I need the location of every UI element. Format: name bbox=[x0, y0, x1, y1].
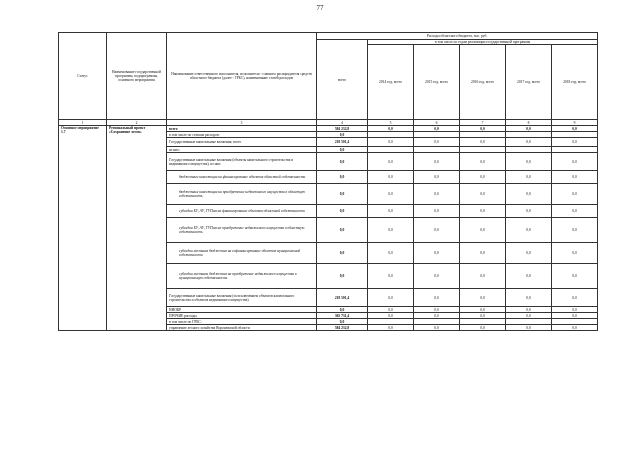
row-total: 584 232,8 bbox=[317, 325, 368, 331]
header-total: всего bbox=[317, 40, 368, 120]
row-year-value: 0,0 bbox=[414, 126, 460, 132]
header-status: Статус bbox=[59, 33, 107, 120]
row-year-value: 0,0 bbox=[506, 218, 552, 243]
column-number: 5 bbox=[368, 120, 414, 126]
row-total: 584 232,8 bbox=[317, 126, 368, 132]
row-label: субсидии БУ, АУ, ГУПам на финансирование объектов областной собственности bbox=[167, 205, 317, 218]
row-label: Государственные капитальные вложения (объекты капитального строительства и недвижимого имущества), из них: bbox=[167, 153, 317, 171]
row-total: 0,0 bbox=[317, 205, 368, 218]
row-label: из них: bbox=[167, 147, 317, 153]
header-year: 2018 год, всего bbox=[552, 45, 598, 120]
row-year-value: 0,0 bbox=[552, 184, 598, 205]
row-year-value: 0,0 bbox=[552, 264, 598, 289]
row-year-value: 0,0 bbox=[460, 184, 506, 205]
column-number: 3 bbox=[167, 120, 317, 126]
header-expenses: Расходы областного бюджета, тыс. руб. bbox=[317, 33, 598, 40]
row-year-value: 0,0 bbox=[368, 325, 414, 331]
row-year-value: 0,0 bbox=[414, 138, 460, 147]
row-year-value: 0,0 bbox=[552, 153, 598, 171]
row-year-value: 0,0 bbox=[368, 307, 414, 313]
row-year-value: 0,0 bbox=[368, 205, 414, 218]
row-year-value: 0,0 bbox=[552, 325, 598, 331]
row-year-value: 0,0 bbox=[552, 218, 598, 243]
header-year: 2014 год, всего bbox=[368, 45, 414, 120]
row-year-value: 0,0 bbox=[368, 243, 414, 264]
row-total: 0,0 bbox=[317, 319, 368, 325]
page-number: 77 bbox=[316, 4, 324, 12]
row-year-value: 0,0 bbox=[414, 218, 460, 243]
row-year-value: 0,0 bbox=[506, 325, 552, 331]
row-year-value: 0,0 bbox=[460, 243, 506, 264]
row-year-value: 0,0 bbox=[506, 153, 552, 171]
row-label: в том числе по статьям расходов: bbox=[167, 132, 317, 138]
row-total: 0,0 bbox=[317, 264, 368, 289]
row-year-value: 0,0 bbox=[552, 171, 598, 184]
row-year-value: 0,0 bbox=[552, 138, 598, 147]
row-year-value: 0,0 bbox=[368, 138, 414, 147]
program-cell: Региональный проект «Сохранение лесов» bbox=[107, 126, 167, 331]
row-year-value: 0,0 bbox=[506, 264, 552, 289]
row-year-value: 0,0 bbox=[368, 171, 414, 184]
row-year-value: 0,0 bbox=[460, 307, 506, 313]
row-label: НИОКР bbox=[167, 307, 317, 313]
row-label: субсидии БУ, АУ, ГУПам на приобретение недвижимого имущества в областную собственность bbox=[167, 218, 317, 243]
header-year: 2015 год, всего bbox=[414, 45, 460, 120]
column-number: 7 bbox=[460, 120, 506, 126]
row-year-value: 0,0 bbox=[368, 126, 414, 132]
row-year-value: 0,0 bbox=[368, 313, 414, 319]
row-year-value: 0,0 bbox=[506, 126, 552, 132]
column-number: 2 bbox=[107, 120, 167, 126]
row-total: 218 501,4 bbox=[317, 289, 368, 307]
row-year-value: 0,0 bbox=[552, 313, 598, 319]
row-year-value: 0,0 bbox=[414, 184, 460, 205]
row-total: 218 501,4 bbox=[317, 138, 368, 147]
row-year-value: 0,0 bbox=[506, 289, 552, 307]
row-year-value: 0,0 bbox=[414, 153, 460, 171]
row-year-value: 0,0 bbox=[552, 307, 598, 313]
row-label: всего bbox=[167, 126, 317, 132]
row-label: Государственные капитальные вложения (за исключением объектов капитального строительства и объектов недвижимого имущества) bbox=[167, 289, 317, 307]
row-total: 0,0 bbox=[317, 218, 368, 243]
row-year-value: 0,0 bbox=[506, 243, 552, 264]
row-year-value: 0,0 bbox=[414, 307, 460, 313]
row-year-value: 0,0 bbox=[460, 126, 506, 132]
row-total: 0,0 bbox=[317, 132, 368, 138]
row-year-value: 0,0 bbox=[460, 205, 506, 218]
row-total: 0,0 bbox=[317, 153, 368, 171]
row-label: управление лесного хозяйства Воронежской области bbox=[167, 325, 317, 331]
row-year-value: 0,0 bbox=[414, 313, 460, 319]
row-year-value: 0,0 bbox=[460, 138, 506, 147]
row-year-value: 0,0 bbox=[414, 171, 460, 184]
row-year-value: 0,0 bbox=[368, 184, 414, 205]
header-program-name: Наименование государственной программы, подпрограммы, основного мероприятия bbox=[107, 33, 167, 120]
column-number: 6 bbox=[414, 120, 460, 126]
column-number: 1 bbox=[59, 120, 107, 126]
row-year-value: 0,0 bbox=[552, 243, 598, 264]
row-year-value: 0,0 bbox=[506, 205, 552, 218]
row-year-value: 0,0 bbox=[368, 153, 414, 171]
row-year-value: 0,0 bbox=[414, 289, 460, 307]
row-label: Государственные капитальные вложения, всего bbox=[167, 138, 317, 147]
header-year: 2017 год, всего bbox=[506, 45, 552, 120]
row-year-value: 0,0 bbox=[460, 171, 506, 184]
row-year-value: 0,0 bbox=[506, 171, 552, 184]
row-label: бюджетные инвестиции на приобретение недвижимого имущества в областную собственность bbox=[167, 184, 317, 205]
row-year-value: 0,0 bbox=[414, 325, 460, 331]
row-label: в том числе по ГРБС: bbox=[167, 319, 317, 325]
row-label: ПРОЧИЕ расходы bbox=[167, 313, 317, 319]
row-year-value: 0,0 bbox=[414, 205, 460, 218]
row-year-value: 0,0 bbox=[552, 289, 598, 307]
header-by-years: в том числе по годам реализации государственной программы bbox=[368, 40, 598, 45]
status-cell: Основное мероприятие 1.7 bbox=[59, 126, 107, 331]
row-year-value: 0,0 bbox=[552, 205, 598, 218]
row-year-value: 0,0 bbox=[460, 264, 506, 289]
column-number: 4 bbox=[317, 120, 368, 126]
row-total: 0,0 bbox=[317, 307, 368, 313]
header-executor: Наименование ответственного исполнителя, исполнителя - главного распорядителя средств областного бюджета (далее - ГРБС), наименование статей расходов bbox=[167, 33, 317, 120]
row-year-value: 0,0 bbox=[506, 313, 552, 319]
row-year-value: 0,0 bbox=[460, 153, 506, 171]
row-total: 365 731,4 bbox=[317, 313, 368, 319]
row-year-value: 0,0 bbox=[506, 138, 552, 147]
row-year-value: 0,0 bbox=[506, 307, 552, 313]
row-label: бюджетные инвестиции на финансирование объектов областной собственности bbox=[167, 171, 317, 184]
row-year-value: 0,0 bbox=[368, 264, 414, 289]
row-year-value: 0,0 bbox=[506, 184, 552, 205]
row-year-value: 0,0 bbox=[460, 325, 506, 331]
header-year: 2016 год, всего bbox=[460, 45, 506, 120]
row-year-value: 0,0 bbox=[460, 289, 506, 307]
row-label: субсидии местным бюджетам на приобретение недвижимого имущества в муниципальную собственность bbox=[167, 264, 317, 289]
row-year-value: 0,0 bbox=[368, 218, 414, 243]
row-total: 0,0 bbox=[317, 184, 368, 205]
row-total: 0,0 bbox=[317, 147, 368, 153]
row-year-value: 0,0 bbox=[552, 126, 598, 132]
row-total: 0,0 bbox=[317, 171, 368, 184]
row-year-value: 0,0 bbox=[460, 313, 506, 319]
row-year-value: 0,0 bbox=[414, 264, 460, 289]
row-year-value: 0,0 bbox=[414, 243, 460, 264]
budget-table bbox=[58, 32, 598, 331]
column-number: 8 bbox=[506, 120, 552, 126]
column-number: 9 bbox=[552, 120, 598, 126]
row-label: субсидии местным бюджетам на софинансирование объектов муниципальной собственности bbox=[167, 243, 317, 264]
row-year-value: 0,0 bbox=[368, 289, 414, 307]
row-year-value: 0,0 bbox=[460, 218, 506, 243]
row-total: 0,0 bbox=[317, 243, 368, 264]
